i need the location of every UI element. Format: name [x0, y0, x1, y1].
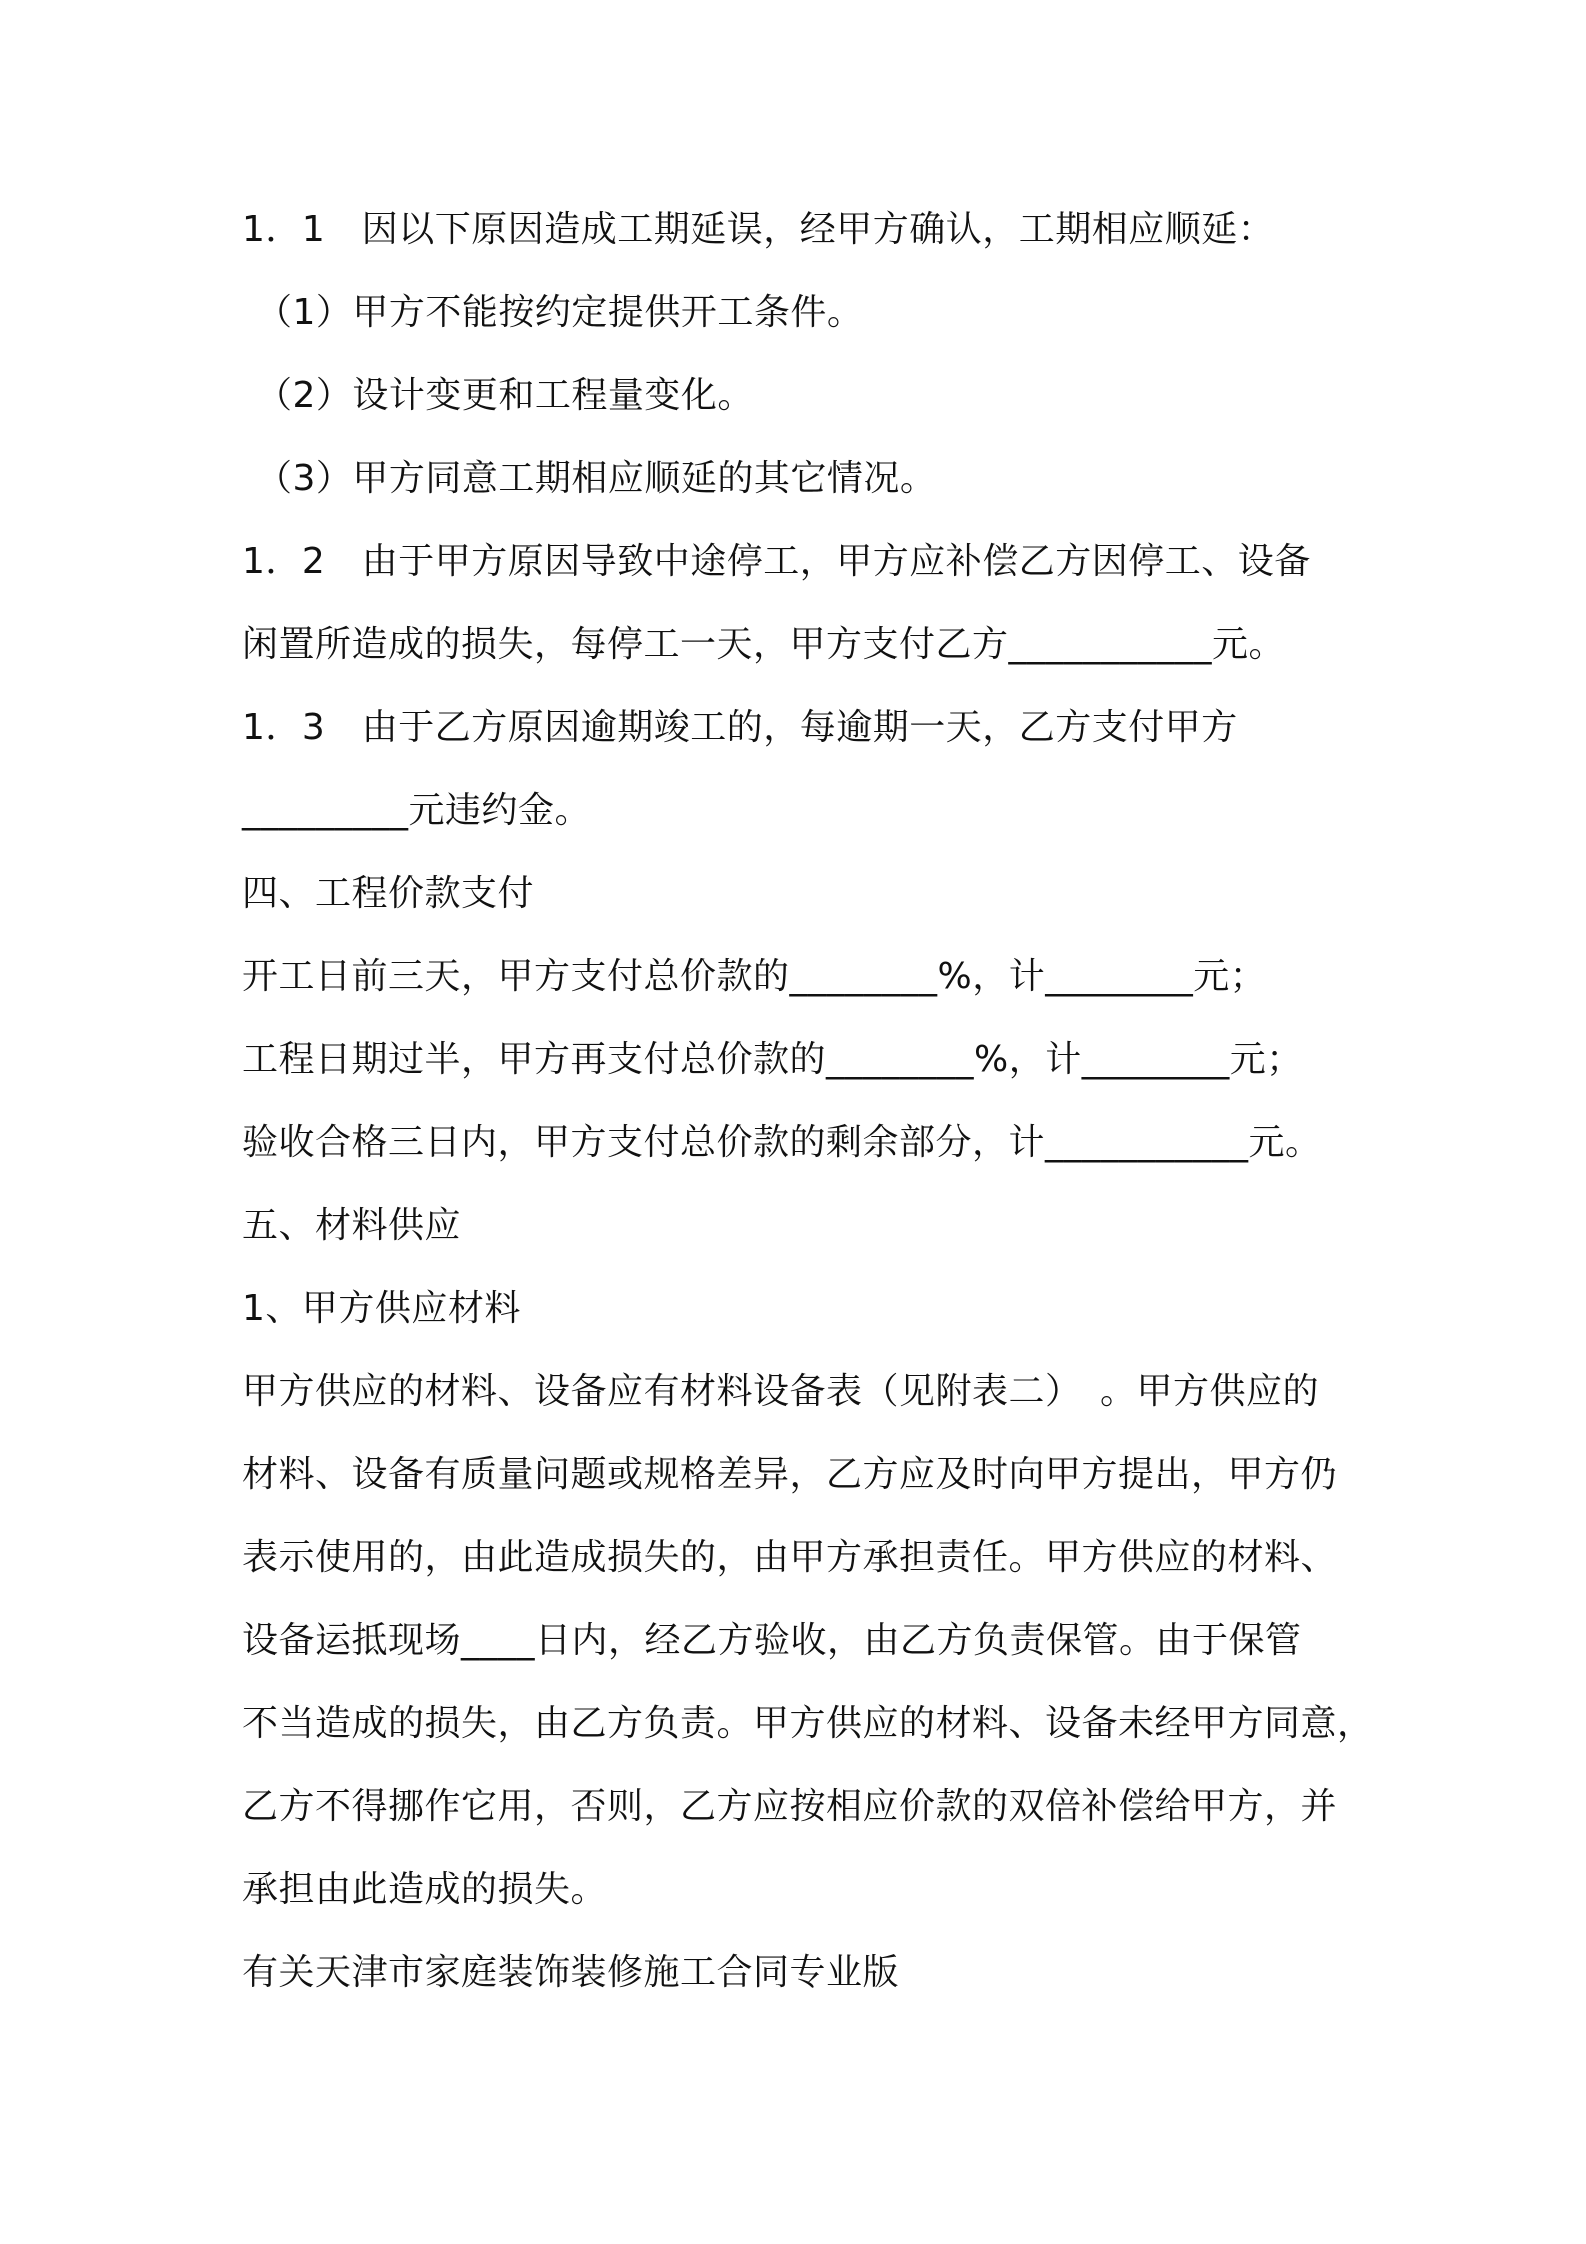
clause-1-1-item-1: （1）甲方不能按约定提供开工条件。	[256, 292, 864, 333]
clause-1-2-continued: 闲置所造成的损失，每停工一天，甲方支付乙方___________元。	[242, 624, 1286, 665]
materials-paragraph-line-7: 承担由此造成的损失。	[242, 1869, 608, 1910]
clause-1-2: 1．2 由于甲方原因导致中途停工，甲方应补偿乙方因停工、设备	[242, 541, 1311, 582]
section-heading-payment: 四、工程价款支付	[242, 873, 535, 914]
materials-paragraph-line-2: 材料、设备有质量问题或规格差异，乙方应及时向甲方提出，甲方仍	[242, 1454, 1338, 1495]
materials-paragraph-line-5: 不当造成的损失，由乙方负责。甲方供应的材料、设备未经甲方同意，	[242, 1703, 1374, 1744]
payment-line-1: 开工日前三天，甲方支付总价款的________%，计________元；	[242, 956, 1267, 997]
clause-1-1-item-2: （2）设计变更和工程量变化。	[256, 375, 754, 416]
clause-1-3-continued: _________元违约金。	[242, 790, 592, 831]
clause-1-3: 1．3 由于乙方原因逾期竣工的，每逾期一天，乙方支付甲方	[242, 707, 1238, 748]
section-heading-materials: 五、材料供应	[242, 1205, 462, 1246]
payment-line-2: 工程日期过半，甲方再支付总价款的________%，计________元；	[242, 1039, 1303, 1080]
materials-paragraph-line-4: 设备运抵现场____日内，经乙方验收，由乙方负责保管。由于保管	[242, 1620, 1302, 1661]
materials-paragraph-line-6: 乙方不得挪作它用，否则，乙方应按相应价款的双倍补偿给甲方，并	[242, 1786, 1338, 1827]
clause-1-1: 1．1 因以下原因造成工期延误，经甲方确认，工期相应顺延：	[242, 209, 1275, 250]
materials-paragraph-line-3: 表示使用的，由此造成损失的，由甲方承担责任。甲方供应的材料、	[242, 1537, 1338, 1578]
document-title-footer: 有关天津市家庭装饰装修施工合同专业版	[242, 1952, 900, 1993]
clause-1-1-item-3: （3）甲方同意工期相应顺延的其它情况。	[256, 458, 937, 499]
subheading-party-a-materials: 1、甲方供应材料	[242, 1288, 521, 1329]
payment-line-3: 验收合格三日内，甲方支付总价款的剩余部分，计___________元。	[242, 1122, 1322, 1163]
materials-paragraph-line-1: 甲方供应的材料、设备应有材料设备表（见附表二） 。甲方供应的	[242, 1371, 1320, 1412]
